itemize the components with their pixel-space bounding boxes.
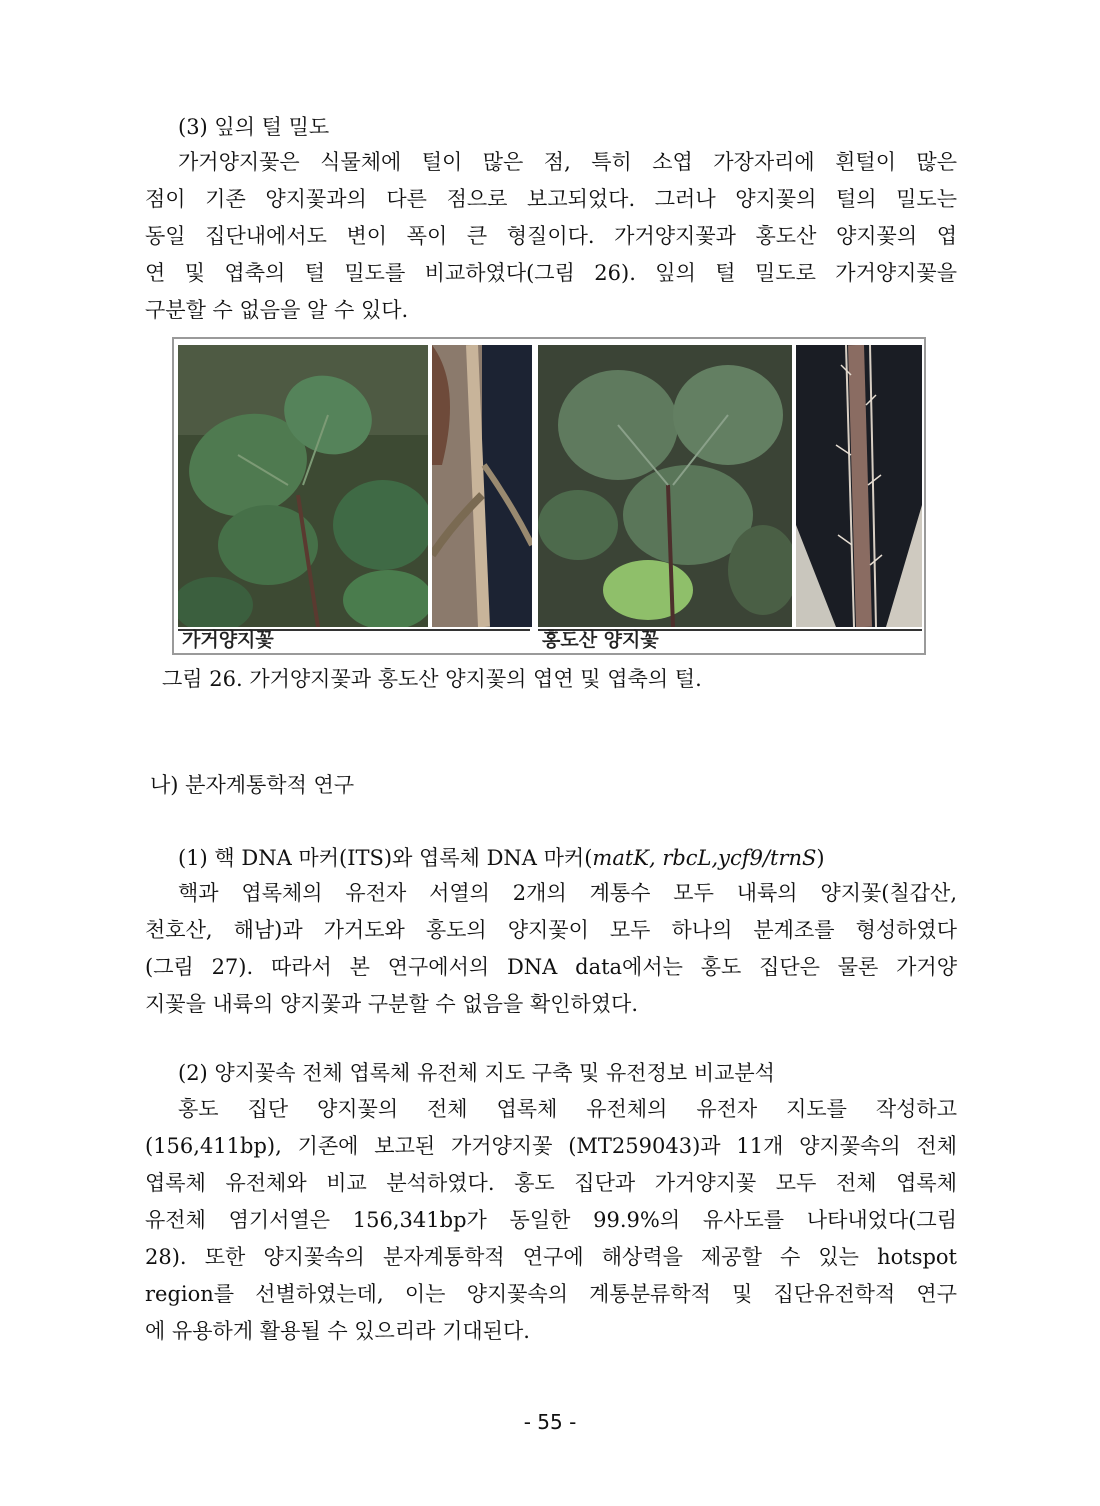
figure-label-hongdo: 홍도산 양지꽃 [542, 629, 659, 651]
photo-leaves-gageo [178, 345, 428, 627]
figure-26-caption: 그림 26. 가거양지꽃과 홍도산 양지꽃의 엽연 및 엽축의 털. [162, 667, 702, 691]
paragraph-line: 에 유용하게 활용될 수 있으리라 기대된다. [145, 1319, 530, 1343]
paragraph-line: 핵과 엽록체의 유전자 서열의 2개의 계통수 모두 내륙의 양지꽃(칠갑산, [178, 881, 957, 905]
section-1-heading-close: ) [816, 846, 825, 870]
paragraph-line: 홍도 집단 양지꽃의 전체 엽록체 유전체의 유전자 지도를 작성하고 [178, 1097, 957, 1121]
section-1-heading [178, 843, 825, 873]
section-3-heading: (3) 잎의 털 밀도 [178, 115, 330, 139]
paragraph-line: 점이 기존 양지꽃과의 다른 점으로 보고되었다. 그러나 양지꽃의 털의 밀도는 [145, 187, 957, 211]
photo-leaves-hongdo [538, 345, 792, 627]
paragraph-line: (156,411bp), 기존에 보고된 가거양지꽃 (MT259043)과 11개 양지꽃속의 전체 [145, 1134, 957, 1158]
paragraph-line: 28). 또한 양지꽃속의 분자계통학적 연구에 해상력을 제공할 수 있는 hotspot [145, 1245, 957, 1269]
section-2-heading: (2) 양지꽃속 전체 엽록체 유전체 지도 구축 및 유전정보 비교분석 [178, 1061, 775, 1085]
paragraph-line: region를 선별하였는데, 이는 양지꽃속의 계통분류학적 및 집단유전학적 연구 [145, 1282, 957, 1306]
section-na-heading: 나) 분자계통학적 연구 [150, 773, 355, 797]
photo-petiole-gageo [432, 345, 532, 627]
section-1-heading-text: (1) 핵 DNA 마커(ITS)와 엽록체 DNA 마커( [178, 846, 593, 870]
paragraph-line: 가거양지꽃은 식물체에 털이 많은 점, 특히 소엽 가장자리에 흰털이 많은 [178, 150, 957, 174]
paragraph-line: (그림 27). 따라서 본 연구에서의 DNA data에서는 홍도 집단은 물론 가거양 [145, 955, 957, 979]
paragraph-line: 동일 집단내에서도 변이 폭이 큰 형질이다. 가거양지꽃과 홍도산 양지꽃의 엽 [145, 224, 957, 248]
figure-26 [172, 337, 926, 655]
paragraph-line: 엽록체 유전체와 비교 분석하였다. 홍도 집단과 가거양지꽃 모두 전체 엽록체 [145, 1171, 957, 1195]
page-number: - 55 - [523, 1410, 577, 1434]
paragraph-line: 연 및 엽축의 털 밀도를 비교하였다(그림 26). 잎의 털 밀도로 가거양지꽃을 [145, 261, 957, 285]
section-1-heading-markers: matK, rbcL,ycf9/trnS [592, 846, 817, 870]
paragraph-line: 구분할 수 없음을 알 수 있다. [145, 298, 409, 322]
paragraph-line: 지꽃을 내륙의 양지꽃과 구분할 수 없음을 확인하였다. [145, 992, 639, 1016]
figure-label-gageo: 가거양지꽃 [182, 629, 274, 651]
paragraph-line: 천호산, 해남)과 가거도와 홍도의 양지꽃이 모두 하나의 분계조를 형성하였다 [145, 918, 957, 942]
photo-petiole-hongdo [796, 345, 922, 627]
paragraph-line: 유전체 염기서열은 156,341bp가 동일한 99.9%의 유사도를 나타내었다(그림 [145, 1208, 957, 1232]
